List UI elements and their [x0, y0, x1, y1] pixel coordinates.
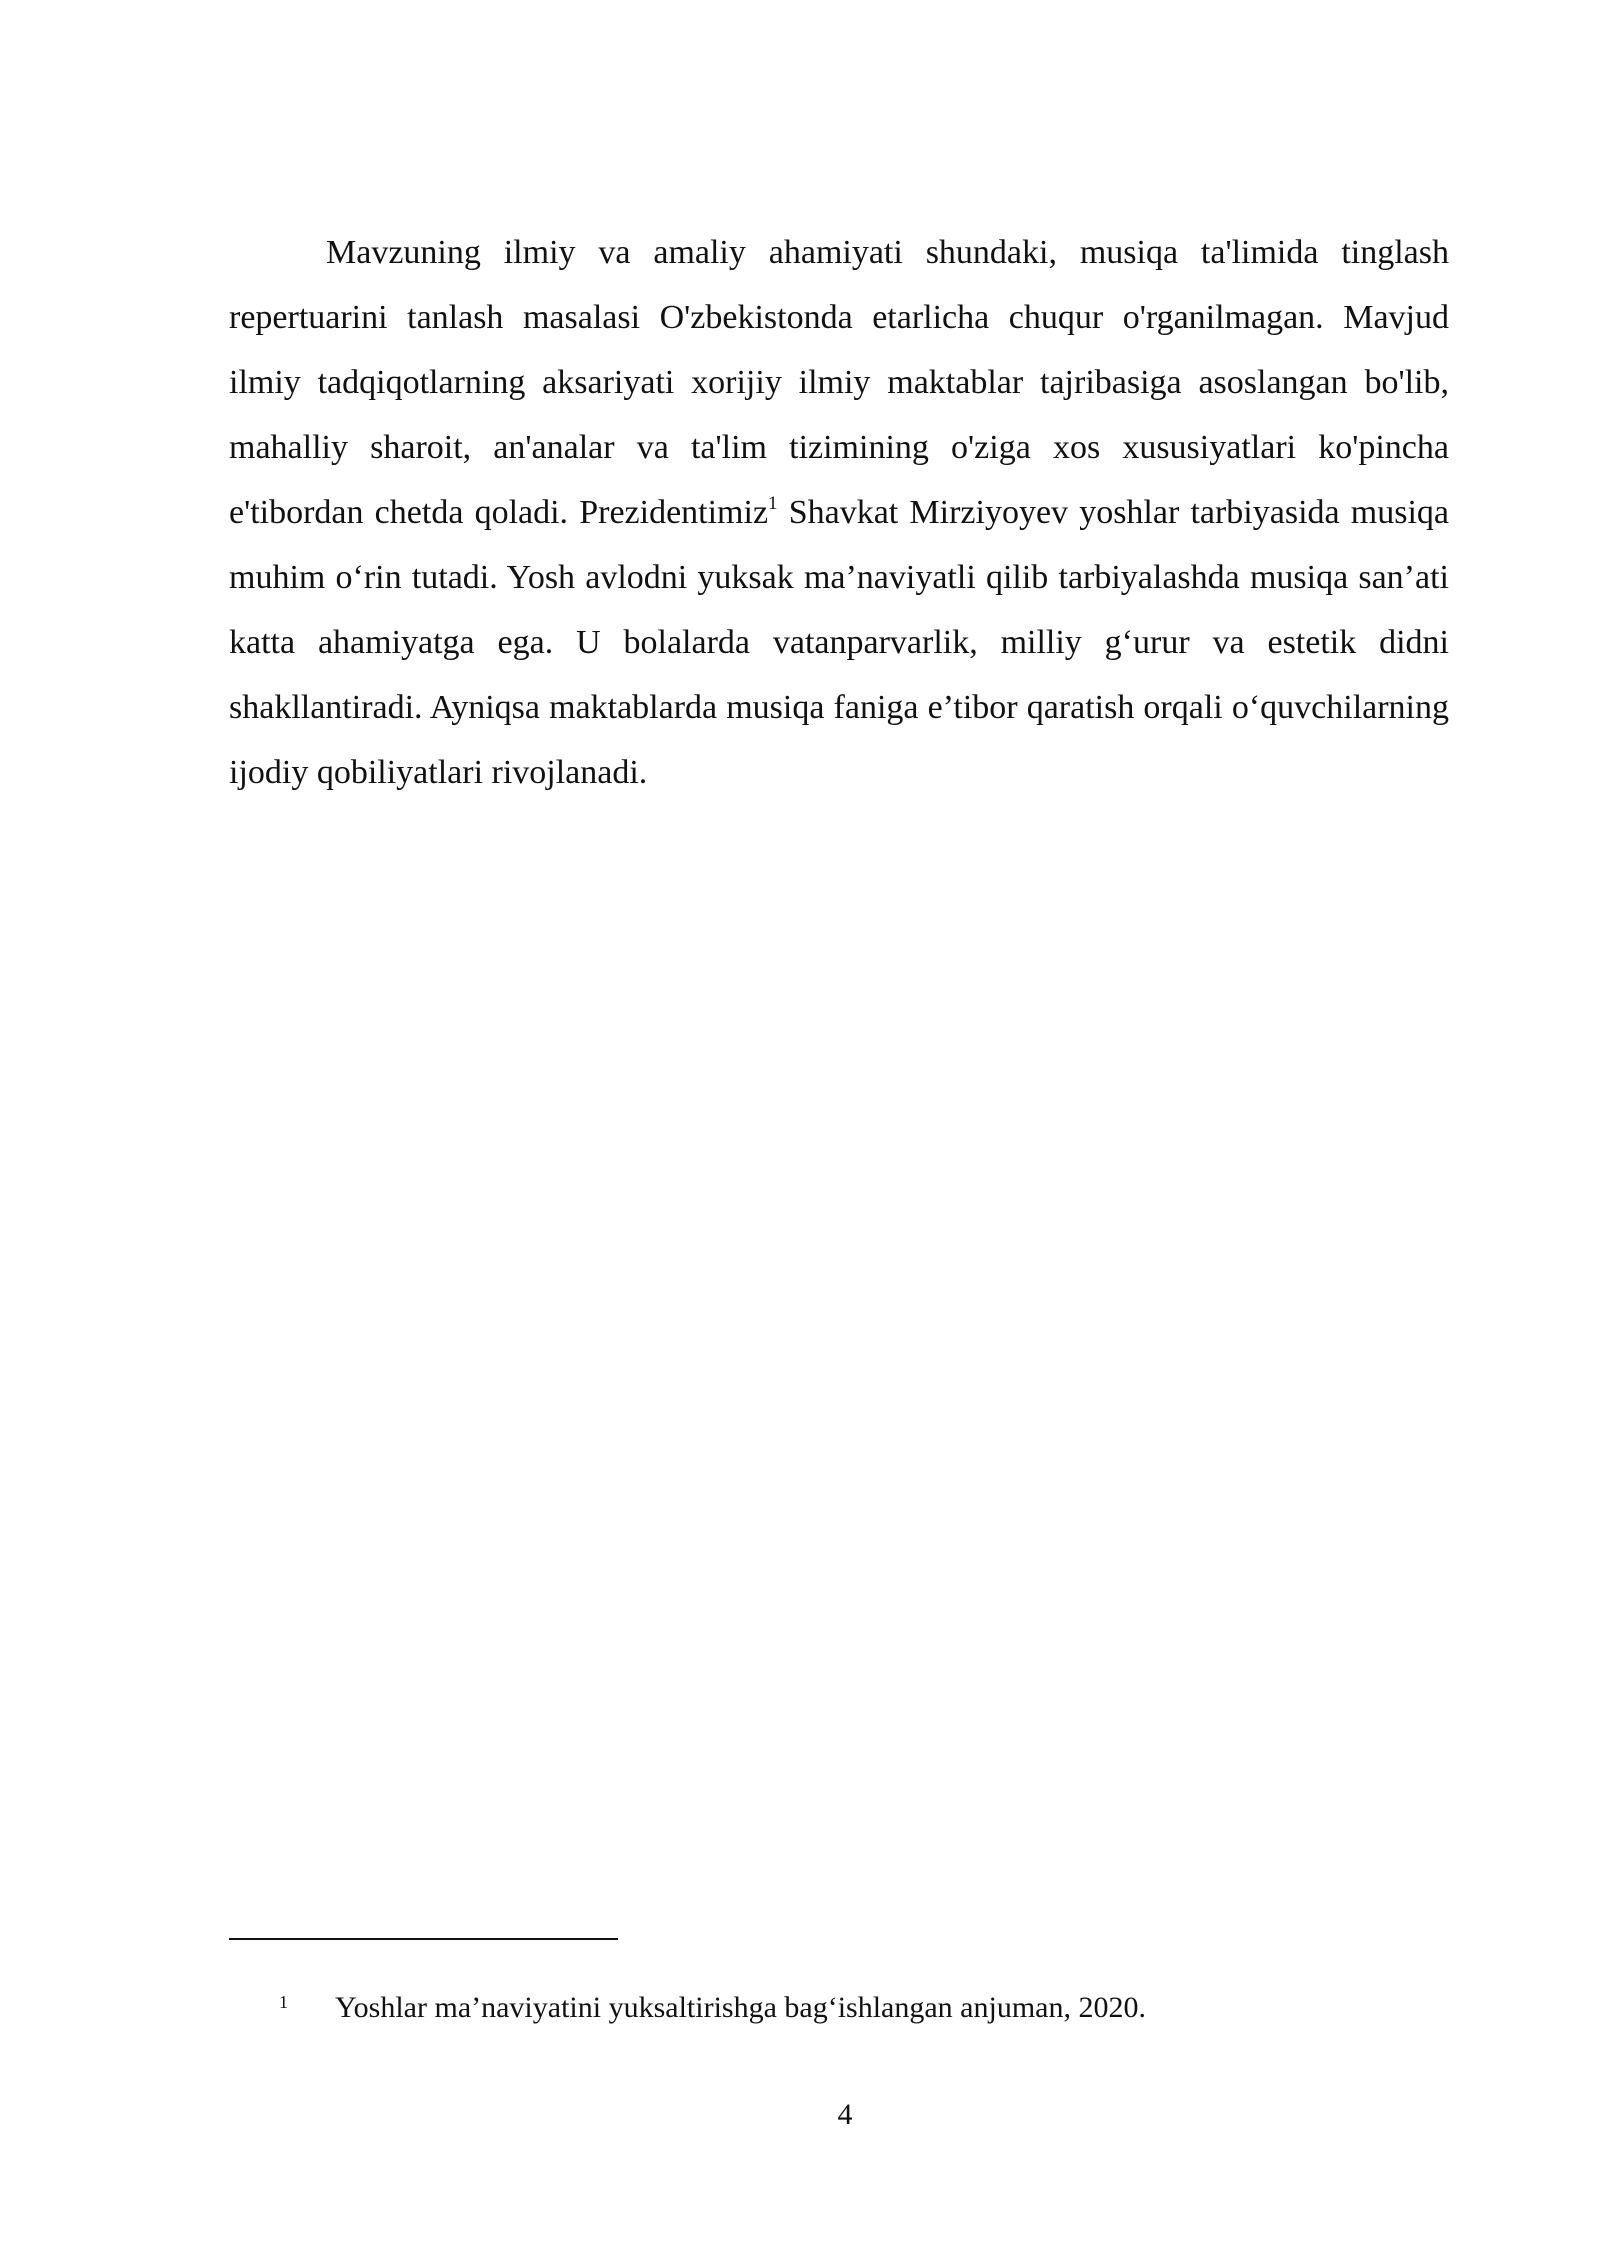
page-number: 4: [837, 2098, 853, 2131]
body-paragraph: [229, 220, 1449, 805]
body-text-part-2: Shavkat Mirziyoyev yoshlar tarbiyasida musiqa muhim o‘rin tutadi. Yosh avlodni yuksak ma’naviyatli qilib tarbiyalashda musiqa san’ati katta ahamiyatga ega. U bolalarda vatanparvarlik, milliy g‘urur va estetik didni shakllantiradi. Ayniqsa maktablarda musiqa faniga e’tibor qaratish orqali o‘quvchilarning ijodiy qobiliyatlari rivojlanadi.: [229, 494, 1449, 791]
footnote-text: Yoshlar ma’naviyatini yuksaltirishga bag‘ishlangan anjuman, 2020.: [335, 1991, 1146, 2024]
footnote-reference[interactable]: 1: [768, 492, 778, 514]
body-text-part-1: Mavzuning ilmiy va amaliy ahamiyati shundaki, musiqa ta'limida tinglash repertuarini tanlash masalasi O'zbekistonda etarlicha chuqur o'rganilmagan. Mavjud ilmiy tadqiqotlarning aksariyati xorijiy ilmiy maktablar tajribasiga asoslangan bo'lib, mahalliy sharoit, an'analar va ta'lim tizimining o'ziga xos xususiyatlari ko'pincha e'tibordan chetda qoladi. Prezidentimiz: [229, 234, 1449, 531]
footnote-number: 1: [279, 1992, 288, 2012]
footnote-separator: [229, 1938, 618, 1940]
